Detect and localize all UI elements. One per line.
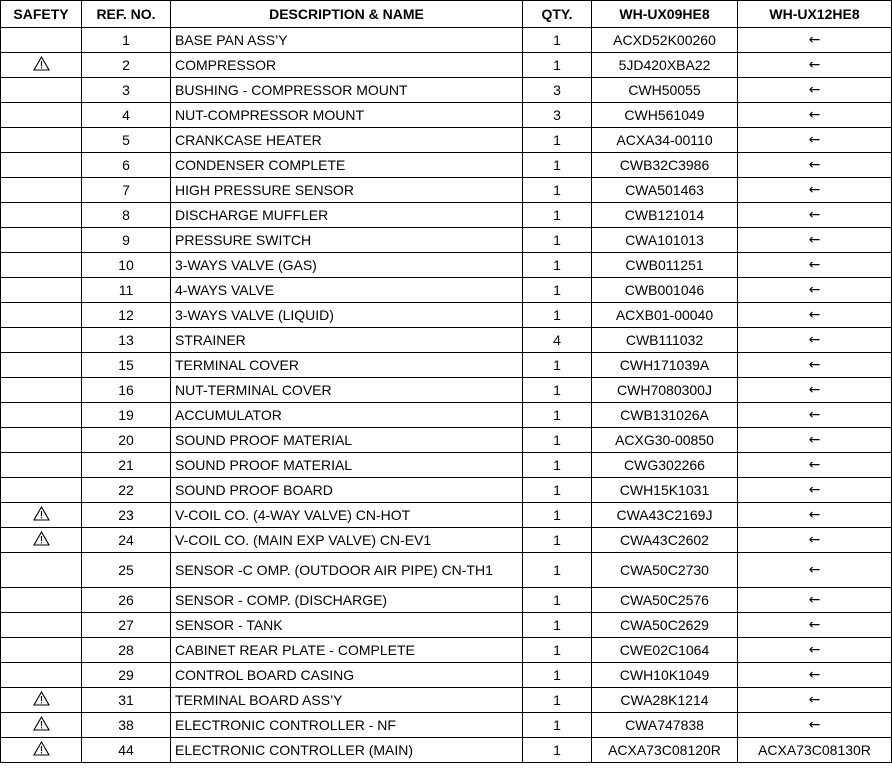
part-no-b-cell: ← <box>738 78 892 103</box>
part-no-b-cell: ACXA73C08130R <box>738 738 892 763</box>
table-row <box>1 663 892 688</box>
description-cell: CABINET REAR PLATE - COMPLETE <box>171 638 523 663</box>
ref-no-cell: 28 <box>82 638 171 663</box>
safety-cell <box>1 203 82 228</box>
qty-cell: 4 <box>523 328 592 353</box>
part-no-b-cell: ← <box>738 353 892 378</box>
part-no-a-cell: CWB121014 <box>592 203 738 228</box>
qty-cell: 1 <box>523 553 592 588</box>
table-row <box>1 588 892 613</box>
description-cell: BUSHING - COMPRESSOR MOUNT <box>171 78 523 103</box>
qty-cell: 1 <box>523 153 592 178</box>
part-no-a-cell: CWH50055 <box>592 78 738 103</box>
qty-cell: 1 <box>523 503 592 528</box>
part-no-b-cell: ← <box>738 328 892 353</box>
part-no-a-cell: ACXA34-00110 <box>592 128 738 153</box>
ref-no-cell: 6 <box>82 153 171 178</box>
table-row <box>1 428 892 453</box>
part-no-a-cell: CWH10K1049 <box>592 663 738 688</box>
description-cell: CONTROL BOARD CASING <box>171 663 523 688</box>
part-no-a-cell: CWA28K1214 <box>592 688 738 713</box>
qty-cell: 1 <box>523 738 592 763</box>
part-no-a-cell: CWH561049 <box>592 103 738 128</box>
part-no-b-cell: ← <box>738 638 892 663</box>
safety-cell <box>1 153 82 178</box>
part-no-b-cell: ← <box>738 228 892 253</box>
table-row <box>1 328 892 353</box>
part-no-a-cell: CWB111032 <box>592 328 738 353</box>
ref-no-cell: 3 <box>82 78 171 103</box>
safety-cell <box>1 478 82 503</box>
description-cell: SENSOR - TANK <box>171 613 523 638</box>
warning-triangle-icon <box>33 56 50 74</box>
description-cell: SOUND PROOF MATERIAL <box>171 428 523 453</box>
part-no-b-cell: ← <box>738 203 892 228</box>
part-no-b-cell: ← <box>738 553 892 588</box>
safety-cell <box>1 78 82 103</box>
qty-cell: 1 <box>523 478 592 503</box>
description-cell: COMPRESSOR <box>171 53 523 78</box>
description-cell: PRESSURE SWITCH <box>171 228 523 253</box>
description-cell: 3-WAYS VALVE (LIQUID) <box>171 303 523 328</box>
header-qty: QTY. <box>523 1 592 28</box>
part-no-a-cell: CWH7080300J <box>592 378 738 403</box>
table-row <box>1 28 892 53</box>
description-cell: DISCHARGE MUFFLER <box>171 203 523 228</box>
part-no-a-cell: CWA501463 <box>592 178 738 203</box>
table-row <box>1 528 892 553</box>
ref-no-cell: 44 <box>82 738 171 763</box>
part-no-b-cell: ← <box>738 478 892 503</box>
description-cell: 4-WAYS VALVE <box>171 278 523 303</box>
qty-cell: 1 <box>523 28 592 53</box>
part-no-b-cell: ← <box>738 53 892 78</box>
part-no-a-cell: CWH15K1031 <box>592 478 738 503</box>
qty-cell: 1 <box>523 353 592 378</box>
safety-cell <box>1 453 82 478</box>
part-no-a-cell: CWB001046 <box>592 278 738 303</box>
safety-cell <box>1 688 82 713</box>
qty-cell: 1 <box>523 253 592 278</box>
table-row <box>1 353 892 378</box>
part-no-a-cell: CWB32C3986 <box>592 153 738 178</box>
qty-cell: 1 <box>523 228 592 253</box>
part-no-b-cell: ← <box>738 588 892 613</box>
safety-cell <box>1 588 82 613</box>
part-no-b-cell: ← <box>738 713 892 738</box>
description-cell: 3-WAYS VALVE (GAS) <box>171 253 523 278</box>
qty-cell: 1 <box>523 613 592 638</box>
qty-cell: 1 <box>523 303 592 328</box>
description-cell: STRAINER <box>171 328 523 353</box>
qty-cell: 1 <box>523 403 592 428</box>
qty-cell: 1 <box>523 713 592 738</box>
table-row <box>1 228 892 253</box>
part-no-b-cell: ← <box>738 613 892 638</box>
part-no-a-cell: CWA43C2602 <box>592 528 738 553</box>
ref-no-cell: 25 <box>82 553 171 588</box>
ref-no-cell: 4 <box>82 103 171 128</box>
ref-no-cell: 27 <box>82 613 171 638</box>
description-cell: V-COIL CO. (MAIN EXP VALVE) CN-EV1 <box>171 528 523 553</box>
table-row <box>1 253 892 278</box>
ref-no-cell: 8 <box>82 203 171 228</box>
safety-cell <box>1 328 82 353</box>
part-no-b-cell: ← <box>738 103 892 128</box>
part-no-b-cell: ← <box>738 278 892 303</box>
description-cell: TERMINAL BOARD ASS’Y <box>171 688 523 713</box>
safety-cell <box>1 128 82 153</box>
warning-triangle-icon <box>33 716 50 734</box>
safety-cell <box>1 278 82 303</box>
safety-cell <box>1 613 82 638</box>
ref-no-cell: 38 <box>82 713 171 738</box>
qty-cell: 1 <box>523 588 592 613</box>
ref-no-cell: 15 <box>82 353 171 378</box>
description-cell: NUT-TERMINAL COVER <box>171 378 523 403</box>
ref-no-cell: 5 <box>82 128 171 153</box>
part-no-b-cell: ← <box>738 303 892 328</box>
ref-no-cell: 10 <box>82 253 171 278</box>
part-no-b-cell: ← <box>738 178 892 203</box>
ref-no-cell: 29 <box>82 663 171 688</box>
qty-cell: 1 <box>523 278 592 303</box>
part-no-a-cell: ACXB01-00040 <box>592 303 738 328</box>
table-row <box>1 453 892 478</box>
table-row <box>1 738 892 763</box>
ref-no-cell: 31 <box>82 688 171 713</box>
ref-no-cell: 20 <box>82 428 171 453</box>
table-row <box>1 153 892 178</box>
part-no-b-cell: ← <box>738 28 892 53</box>
table-row <box>1 78 892 103</box>
part-no-b-cell: ← <box>738 403 892 428</box>
safety-cell <box>1 713 82 738</box>
ref-no-cell: 1 <box>82 28 171 53</box>
part-no-b-cell: ← <box>738 663 892 688</box>
description-cell: ELECTRONIC CONTROLLER (MAIN) <box>171 738 523 763</box>
part-no-a-cell: CWE02C1064 <box>592 638 738 663</box>
part-no-a-cell: CWB131026A <box>592 403 738 428</box>
safety-cell <box>1 663 82 688</box>
description-cell: CRANKCASE HEATER <box>171 128 523 153</box>
part-no-a-cell: ACXG30-00850 <box>592 428 738 453</box>
part-no-a-cell: CWA747838 <box>592 713 738 738</box>
description-cell: HIGH PRESSURE SENSOR <box>171 178 523 203</box>
header-ref-no: REF. NO. <box>82 1 171 28</box>
safety-cell <box>1 428 82 453</box>
description-cell: SOUND PROOF MATERIAL <box>171 453 523 478</box>
part-no-b-cell: ← <box>738 128 892 153</box>
qty-cell: 1 <box>523 528 592 553</box>
safety-cell <box>1 638 82 663</box>
part-no-b-cell: ← <box>738 503 892 528</box>
part-no-a-cell: ACXA73C08120R <box>592 738 738 763</box>
header-row <box>1 1 892 28</box>
part-no-b-cell: ← <box>738 253 892 278</box>
part-no-a-cell: ACXD52K00260 <box>592 28 738 53</box>
table-row <box>1 403 892 428</box>
safety-cell <box>1 303 82 328</box>
header-model-b: WH-UX12HE8 <box>738 1 892 28</box>
description-cell: SOUND PROOF BOARD <box>171 478 523 503</box>
ref-no-cell: 24 <box>82 528 171 553</box>
safety-cell <box>1 528 82 553</box>
header-description: DESCRIPTION & NAME <box>171 1 523 28</box>
warning-triangle-icon <box>33 531 50 549</box>
qty-cell: 3 <box>523 103 592 128</box>
qty-cell: 1 <box>523 53 592 78</box>
description-cell: NUT-COMPRESSOR MOUNT <box>171 103 523 128</box>
ref-no-cell: 16 <box>82 378 171 403</box>
description-cell: ELECTRONIC CONTROLLER - NF <box>171 713 523 738</box>
ref-no-cell: 2 <box>82 53 171 78</box>
safety-cell <box>1 103 82 128</box>
qty-cell: 1 <box>523 638 592 663</box>
table-row <box>1 713 892 738</box>
part-no-a-cell: CWA50C2576 <box>592 588 738 613</box>
ref-no-cell: 12 <box>82 303 171 328</box>
safety-cell <box>1 378 82 403</box>
table-row <box>1 478 892 503</box>
description-cell: ACCUMULATOR <box>171 403 523 428</box>
ref-no-cell: 7 <box>82 178 171 203</box>
table-row <box>1 103 892 128</box>
table-row <box>1 303 892 328</box>
part-no-a-cell: CWA101013 <box>592 228 738 253</box>
table-row <box>1 638 892 663</box>
ref-no-cell: 26 <box>82 588 171 613</box>
qty-cell: 1 <box>523 378 592 403</box>
ref-no-cell: 19 <box>82 403 171 428</box>
table-row <box>1 128 892 153</box>
parts-table-body <box>1 28 892 763</box>
table-row <box>1 378 892 403</box>
qty-cell: 1 <box>523 688 592 713</box>
safety-cell <box>1 28 82 53</box>
safety-cell <box>1 738 82 763</box>
qty-cell: 1 <box>523 203 592 228</box>
table-row <box>1 613 892 638</box>
ref-no-cell: 11 <box>82 278 171 303</box>
safety-cell <box>1 503 82 528</box>
ref-no-cell: 21 <box>82 453 171 478</box>
warning-triangle-icon <box>33 691 50 709</box>
qty-cell: 1 <box>523 128 592 153</box>
table-row <box>1 53 892 78</box>
warning-triangle-icon <box>33 741 50 759</box>
ref-no-cell: 9 <box>82 228 171 253</box>
part-no-b-cell: ← <box>738 378 892 403</box>
ref-no-cell: 23 <box>82 503 171 528</box>
part-no-a-cell: CWB011251 <box>592 253 738 278</box>
part-no-a-cell: 5JD420XBA22 <box>592 53 738 78</box>
table-row <box>1 203 892 228</box>
description-cell: CONDENSER COMPLETE <box>171 153 523 178</box>
safety-cell <box>1 353 82 378</box>
part-no-b-cell: ← <box>738 428 892 453</box>
part-no-a-cell: CWA50C2730 <box>592 553 738 588</box>
table-row <box>1 553 892 588</box>
part-no-a-cell: CWA50C2629 <box>592 613 738 638</box>
description-cell: V-COIL CO. (4-WAY VALVE) CN-HOT <box>171 503 523 528</box>
part-no-b-cell: ← <box>738 688 892 713</box>
ref-no-cell: 13 <box>82 328 171 353</box>
safety-cell <box>1 53 82 78</box>
part-no-b-cell: ← <box>738 528 892 553</box>
qty-cell: 1 <box>523 453 592 478</box>
description-cell: BASE PAN ASS’Y <box>171 28 523 53</box>
qty-cell: 3 <box>523 78 592 103</box>
safety-cell <box>1 253 82 278</box>
part-no-b-cell: ← <box>738 453 892 478</box>
part-no-b-cell: ← <box>738 153 892 178</box>
qty-cell: 1 <box>523 663 592 688</box>
description-cell: SENSOR -C OMP. (OUTDOOR AIR PIPE) CN-TH1 <box>171 553 523 588</box>
table-row <box>1 688 892 713</box>
part-no-a-cell: CWG302266 <box>592 453 738 478</box>
warning-triangle-icon <box>33 506 50 524</box>
safety-cell <box>1 553 82 588</box>
table-row <box>1 178 892 203</box>
description-cell: TERMINAL COVER <box>171 353 523 378</box>
qty-cell: 1 <box>523 428 592 453</box>
header-safety: SAFETY <box>1 1 82 28</box>
ref-no-cell: 22 <box>82 478 171 503</box>
qty-cell: 1 <box>523 178 592 203</box>
safety-cell <box>1 403 82 428</box>
table-row <box>1 503 892 528</box>
table-row <box>1 278 892 303</box>
safety-cell <box>1 228 82 253</box>
part-no-a-cell: CWA43C2169J <box>592 503 738 528</box>
safety-cell <box>1 178 82 203</box>
description-cell: SENSOR - COMP. (DISCHARGE) <box>171 588 523 613</box>
header-model-a: WH-UX09HE8 <box>592 1 738 28</box>
part-no-a-cell: CWH171039A <box>592 353 738 378</box>
